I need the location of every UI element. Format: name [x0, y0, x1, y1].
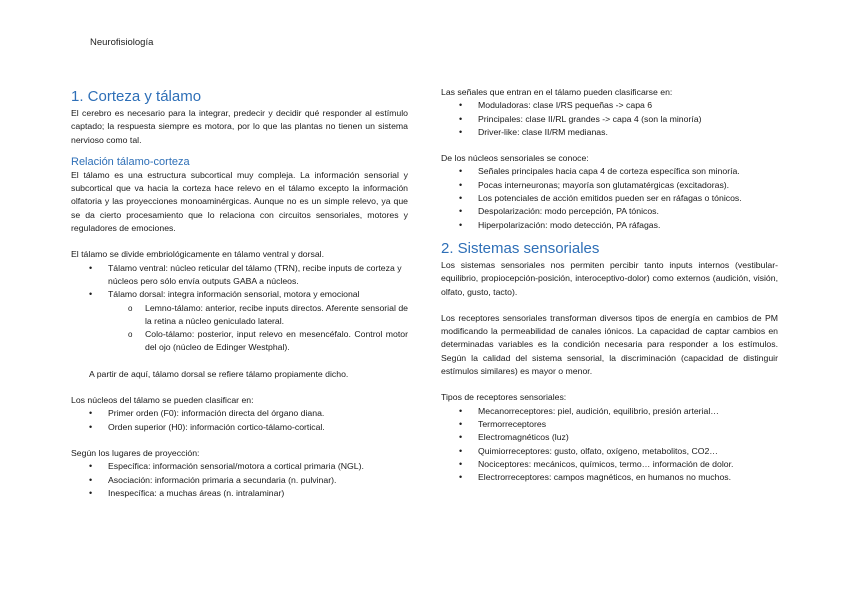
list-item: • Quimiorreceptores: gusto, olfato, oxígeno, metabolitos, CO2… — [441, 445, 778, 458]
list-item: • Mecanorreceptores: piel, audición, equilibrio, presión arterial… — [441, 405, 778, 418]
list-item: • Driver-like: clase II/RM medianas. — [441, 126, 778, 139]
subsection-title: Relación tálamo-corteza — [71, 155, 190, 168]
list-item: • Moduladoras: clase I/RS pequeñas -> capa 6 — [441, 99, 778, 112]
section-1-title: 1. Corteza y tálamo — [71, 88, 202, 105]
right-column — [441, 86, 778, 484]
receptors-paragraph: Los receptores sensoriales transforman diversos tipos de energía en cambios de PM modificando la permeabilidad de canales iónicos. La capacidad de captar cambios en determinadas variables es la condición necesaria para responder a los estímulos. Según la calidad del sistema sensorial, la discriminación (capacidad de distinguir estímulos similares) es mayor o menor. — [441, 312, 778, 377]
sensory-nuclei-paragraph: De los núcleos sensoriales se conoce: — [441, 153, 589, 164]
list-item: o Lemno-tálamo: anterior, recibe inputs directos. Aferente sensorial de la retina a núcleo geniculado lateral. — [71, 302, 408, 329]
list-item: • Principales: clase II/RL grandes -> capa 4 (son la minoría) — [441, 113, 778, 126]
nuclei-paragraph: Los núcleos del tálamo se pueden clasificar en: — [71, 395, 254, 406]
list-item: o Colo-tálamo: posterior, input relevo en mesencéfalo. Control motor del ojo (núcleo de Edinger Westphal). — [71, 328, 408, 355]
list-item: • Primer orden (F0): información directa del órgano diana. — [71, 407, 408, 420]
list-item: • Específica: información sensorial/motora a cortical primaria (NGL). — [71, 460, 408, 473]
relation-paragraph: El tálamo es una estructura subcortical muy compleja. La información sensorial y subcortical que va hacia la corteza hace relevo en el tálamo excepto la información olfatoria y las proyecciones monoaminérgicas. Aunque no es un simple relevo, ya que se da cierto procesamiento que lo relaciona con circuitos sensoriales, motores y reguladores de emociones. — [71, 169, 408, 234]
left-column — [71, 86, 408, 500]
section-2-intro: Los sistemas sensoriales nos permiten percibir tanto inputs internos (vestibular-equilibrio, propiocepción-posición, interoceptivo-dolor) como externos (audición, visión, olfato, gusto, tacto). — [441, 259, 778, 297]
sensory-nuclei-list — [441, 165, 778, 231]
projection-list — [71, 460, 408, 500]
list-item: • Termorreceptores — [441, 418, 778, 431]
intro-paragraph: El cerebro es necesario para la integrar, predecir y decidir qué responder al estímulo captado; la respuesta siempre es motora, por lo que las plantas no tienen un sistema nervioso como tal. — [71, 108, 408, 145]
projection-paragraph: Según los lugares de proyección: — [71, 447, 200, 458]
list-item: • Tálamo dorsal: integra información sensorial, motora y emocional — [71, 288, 408, 301]
list-item: • Tálamo ventral: núcleo reticular del tálamo (TRN), recibe inputs de corteza y núcleos pero sólo envía outputs GABA a núcleos. — [71, 262, 408, 289]
page-header: Neurofisiología — [90, 37, 154, 48]
nuclei-list — [71, 407, 408, 434]
from-here-paragraph: A partir de aquí, tálamo dorsal se refiere tálamo propiamente dicho. — [89, 368, 349, 379]
types-list — [441, 405, 778, 485]
types-paragraph: Tipos de receptores sensoriales: — [441, 392, 567, 403]
dorsal-sublist — [71, 302, 408, 355]
list-item: • Electromagnéticos (luz) — [441, 431, 778, 444]
list-item: • Nociceptores: mecánicos, químicos, termo… información de dolor. — [441, 458, 778, 471]
list-item: • Orden superior (H0): información cortico-tálamo-cortical. — [71, 421, 408, 434]
division-list — [71, 262, 408, 302]
list-item: • Asociación: información primaria a secundaria (n. pulvinar). — [71, 474, 408, 487]
list-item: • Señales principales hacia capa 4 de corteza específica son minoría. — [441, 165, 778, 178]
list-item: • Electrorreceptores: campos magnéticos, en humanos no muchos. — [441, 471, 778, 484]
list-item: • Inespecífica: a muchas áreas (n. intralaminar) — [71, 487, 408, 500]
signals-paragraph: Las señales que entran en el tálamo pueden clasificarse en: — [441, 87, 673, 97]
list-item: • Pocas interneuronas; mayoría son glutamatérgicas (excitadoras). — [441, 179, 778, 192]
list-item: • Los potenciales de acción emitidos pueden ser en ráfagas o tónicos. — [441, 192, 778, 205]
section-2-title: 2. Sistemas sensoriales — [441, 239, 600, 257]
list-item: • Despolarización: modo percepción, PA tónicos. — [441, 205, 778, 218]
signals-list — [441, 99, 778, 139]
division-paragraph: El tálamo se divide embriológicamente en tálamo ventral y dorsal. — [71, 249, 325, 260]
list-item: • Hiperpolarización: modo detección, PA ráfagas. — [441, 219, 778, 232]
